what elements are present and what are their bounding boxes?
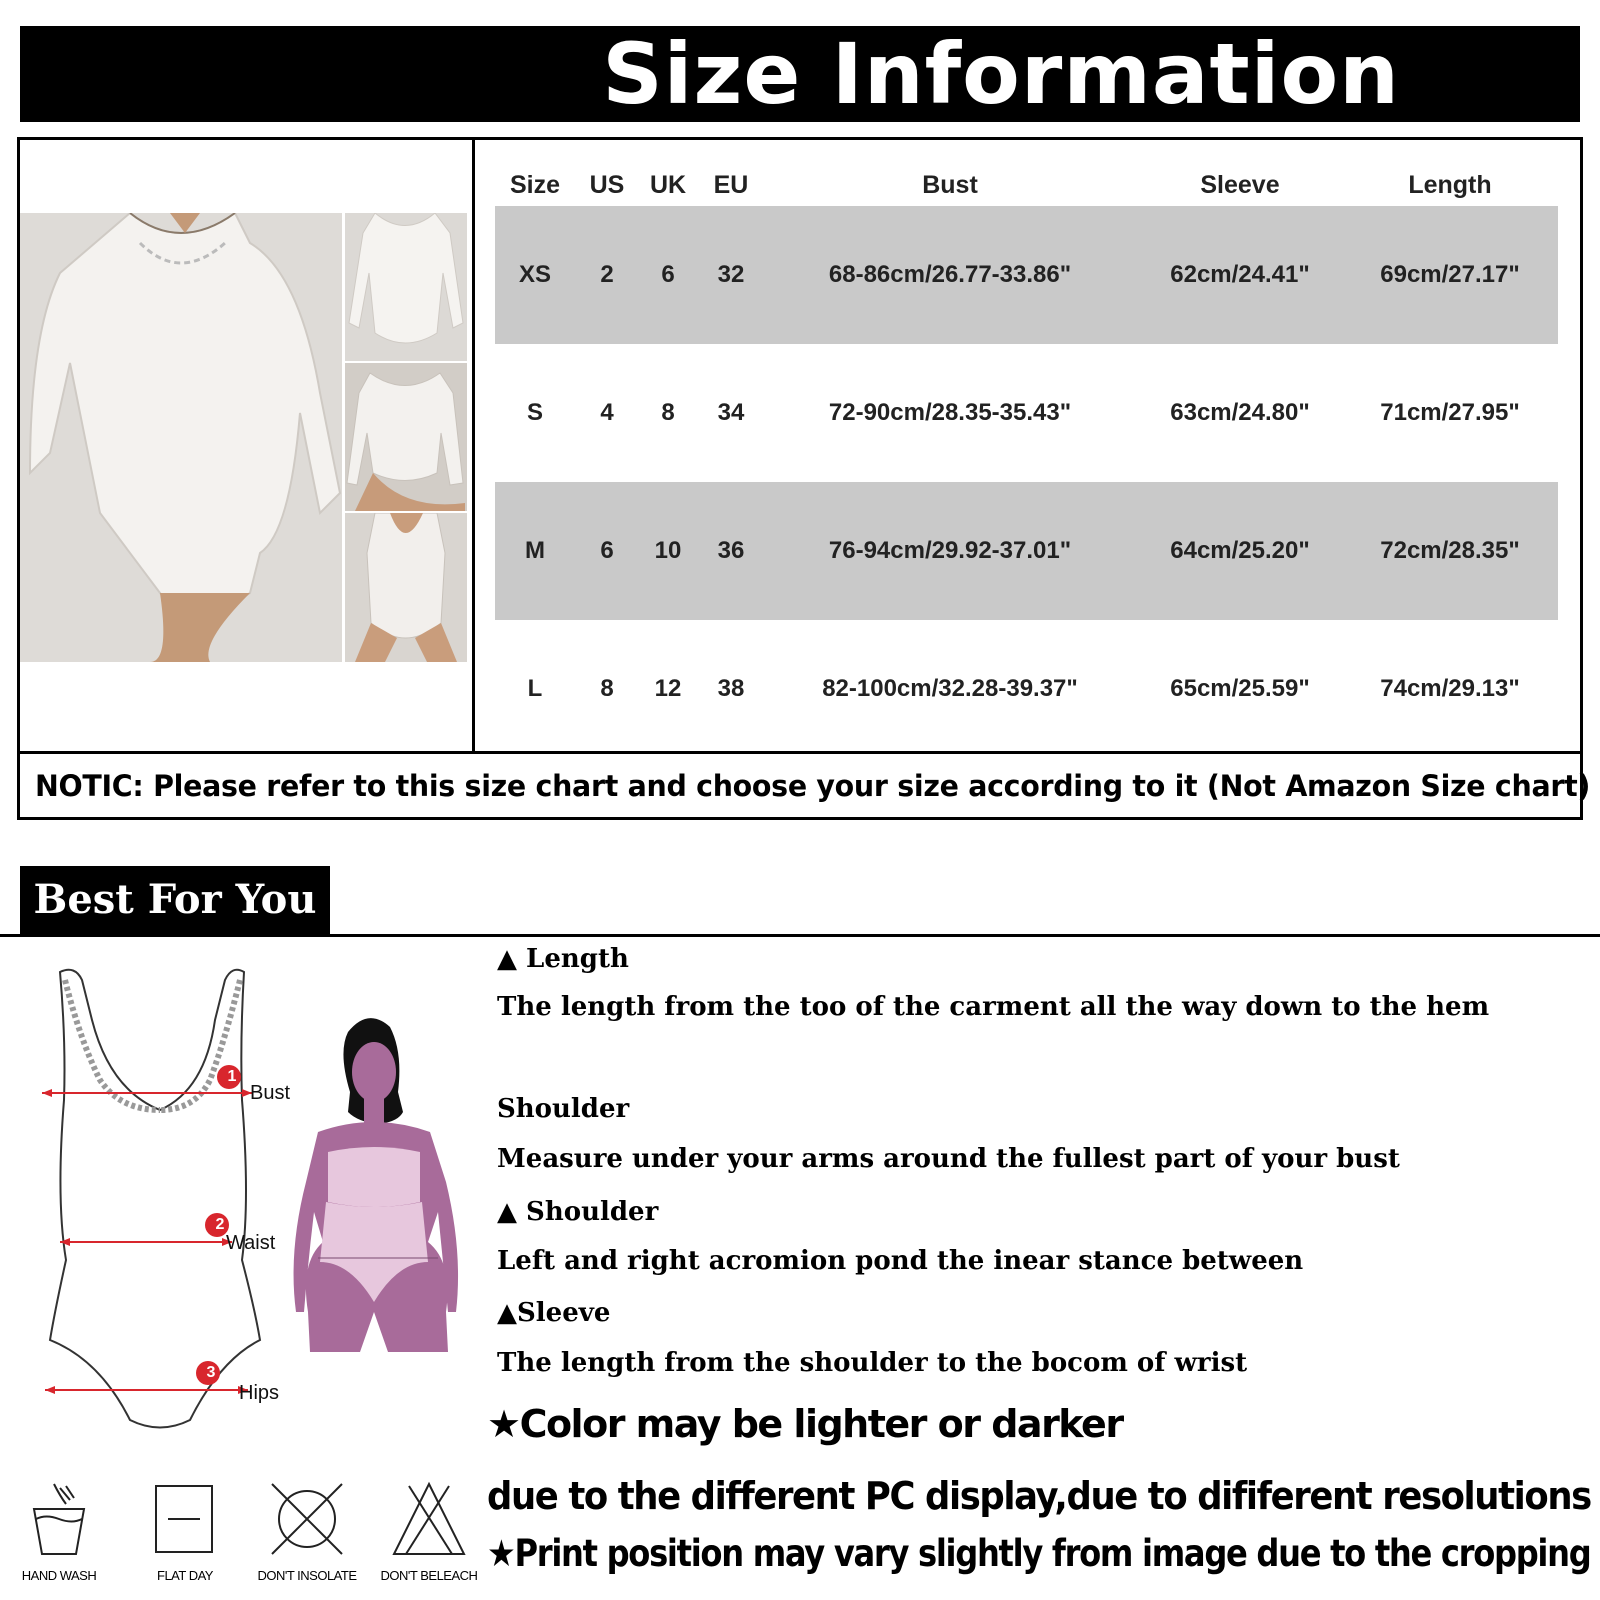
length-heading: ▲ Length	[497, 944, 629, 974]
dont-bleach-icon	[384, 1474, 474, 1564]
label-bust: Bust	[250, 1082, 291, 1104]
col-header-sleeve: Sleeve	[1200, 171, 1280, 199]
cell-length: 71cm/27.95"	[1380, 399, 1520, 426]
length-description: The length from the too of the carment all the way down to the hem	[497, 992, 1490, 1022]
cell-us: 6	[600, 537, 614, 564]
product-photo-main	[20, 213, 342, 662]
cell-uk: 12	[654, 675, 682, 702]
body-silhouette	[278, 1012, 474, 1372]
col-header-length: Length	[1408, 171, 1492, 199]
cell-bust: 68-86cm/26.77-33.86"	[828, 261, 1072, 288]
product-photo-thumb-seated	[345, 363, 467, 511]
product-photo-thumb-back	[345, 513, 467, 662]
cell-sleeve: 62cm/24.41"	[1170, 261, 1310, 288]
cell-us: 8	[600, 675, 614, 702]
cell-bust: 72-90cm/28.35-35.43"	[828, 399, 1072, 426]
care-label-dont-bleach: DON'T BELEACH	[380, 1568, 478, 1583]
shoulder-heading-2: ▲ Shoulder	[497, 1197, 659, 1227]
print-position-note: ★Print position may vary slightly from image due to the cropping	[487, 1532, 1591, 1575]
sleeve-description: The length from the shoulder to the bocom of wrist	[497, 1348, 1248, 1378]
cell-length: 69cm/27.17"	[1380, 261, 1520, 288]
care-label-flat-dry: FLAT DAY	[157, 1568, 213, 1583]
cell-uk: 6	[661, 261, 675, 288]
cell-sleeve: 65cm/25.59"	[1170, 675, 1310, 702]
sleeve-heading: ▲Sleeve	[497, 1298, 611, 1328]
flat-dry-icon	[140, 1474, 230, 1564]
frame-divider-vertical	[472, 140, 475, 752]
marker-number-1: 1	[227, 1068, 237, 1085]
cell-size: XS	[518, 261, 551, 288]
cell-eu: 36	[717, 537, 745, 564]
size-chart-notice: NOTIC: Please refer to this size chart and choose your size according to it (Not Amazon Size chart)	[35, 769, 1591, 803]
col-header-uk: UK	[649, 171, 687, 199]
cell-eu: 32	[717, 261, 745, 288]
section-rule	[0, 934, 1600, 937]
header-banner	[20, 26, 1580, 122]
cell-uk: 8	[661, 399, 675, 426]
shoulder-description: Left and right acromion pond the inear stance between	[497, 1246, 1304, 1276]
cell-eu: 38	[717, 675, 745, 702]
cell-size: S	[526, 399, 543, 426]
cell-length: 74cm/29.13"	[1380, 675, 1520, 702]
bust-description: Measure under your arms around the fullest part of your bust	[497, 1144, 1400, 1174]
col-header-eu: EU	[713, 171, 749, 199]
cell-sleeve: 63cm/24.80"	[1170, 399, 1310, 426]
cell-bust: 76-94cm/29.92-37.01"	[828, 537, 1072, 564]
label-waist: Waist	[226, 1232, 276, 1254]
cell-length: 72cm/28.35"	[1380, 537, 1520, 564]
cell-us: 4	[600, 399, 614, 426]
cell-size: L	[527, 675, 543, 702]
marker-number-2: 2	[215, 1216, 225, 1233]
cell-eu: 34	[717, 399, 745, 426]
product-photo-thumb-front	[345, 213, 467, 361]
best-for-you-tab	[20, 866, 330, 934]
hand-wash-icon	[14, 1474, 104, 1564]
col-header-us: US	[589, 171, 625, 199]
col-header-size: Size	[509, 171, 561, 199]
label-hips: Hips	[239, 1382, 280, 1404]
page-title: Size Information	[602, 25, 1400, 123]
color-note-line2: due to the different PC display,due to dififerent resolutions	[487, 1474, 1591, 1518]
best-for-you-title: Best For You	[33, 876, 317, 923]
col-header-bust: Bust	[922, 171, 978, 199]
care-label-dont-insolate: DON'T INSOLATE	[257, 1568, 357, 1583]
cell-bust: 82-100cm/32.28-39.37"	[822, 675, 1078, 702]
cell-size: M	[525, 537, 545, 564]
dont-tumble-dry-icon	[262, 1474, 352, 1564]
color-note-line1: ★Color may be lighter or darker	[487, 1402, 1123, 1446]
cell-uk: 10	[654, 537, 682, 564]
shoulder-heading: Shoulder	[497, 1094, 630, 1124]
care-label-hand-wash: HAND WASH	[21, 1568, 97, 1583]
cell-sleeve: 64cm/25.20"	[1170, 537, 1310, 564]
cell-us: 2	[600, 261, 614, 288]
marker-number-3: 3	[206, 1364, 216, 1381]
